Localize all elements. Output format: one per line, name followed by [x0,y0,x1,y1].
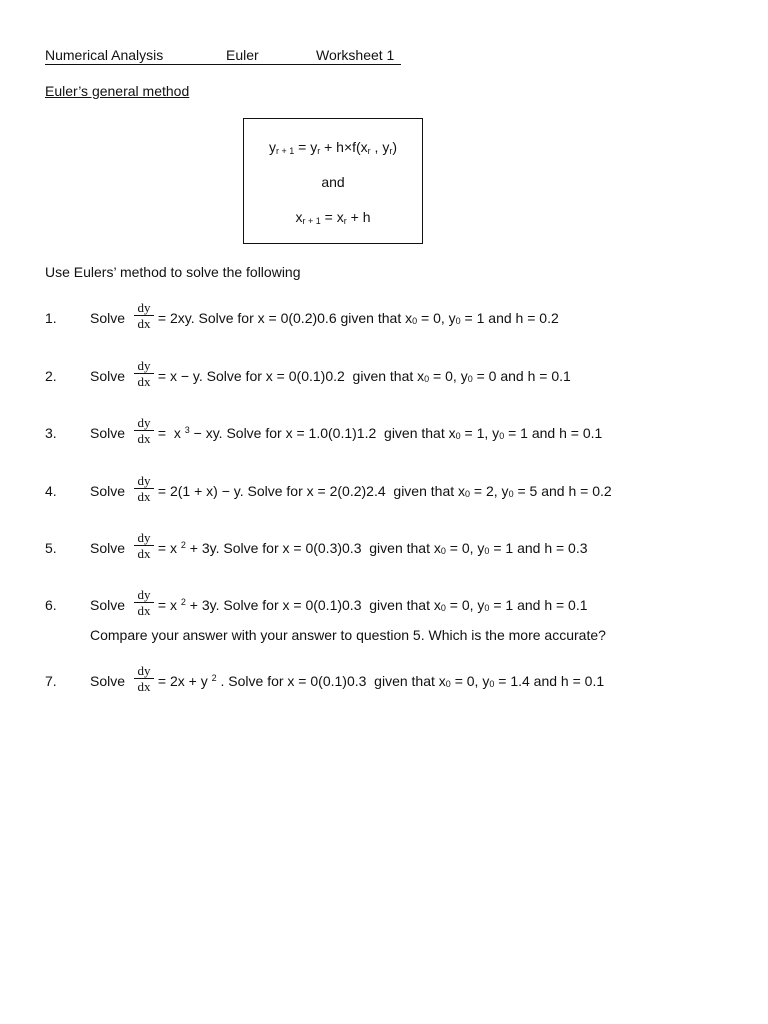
question-number: 2. [45,368,57,384]
question-number: 3. [45,425,57,441]
section-subtitle: Euler’s general method [45,83,190,99]
question-1 [45,301,745,335]
derivative-fraction: $\frac{dy}{dx}$ [134,531,154,562]
formula-box [243,118,423,244]
question-number: 6. [45,597,57,613]
question-2 [45,359,745,393]
instruction-text: Use Eulers’ method to solve the following [45,264,301,280]
question-text: = x $^3$ − xy. Solve for x = 1.0(0.1)1.2 given that x0 = 1, y0 = 1 and h = 0.1 [154,425,603,441]
derivative-fraction: $\frac{dy}{dx}$ [134,474,154,505]
formula-y-update: yr + 1 = yr + h×f(xr , yr) [268,139,398,156]
solve-label: Solve [90,425,126,441]
formula-x-update: xr + 1 = xr + h [295,209,371,226]
derivative-fraction: $\frac{dy}{dx}$ [134,416,154,447]
question-number: 4. [45,483,57,499]
question-7 [45,664,745,698]
question-text: = 2(1 + x) − y. Solve for x = 2(0.2)2.4 given that x0 = 2, y0 = 5 and h = 0.2 [154,483,612,499]
solve-label: Solve [90,540,126,556]
derivative-fraction: $\frac{dy}{dx}$ [134,359,154,390]
question-6 [45,588,745,622]
question-3 [45,416,745,450]
solve-label: Solve [90,673,126,689]
question-text: = 2x + y $^2$ . Solve for x = 0(0.1)0.3 given that x0 = 0, y0 = 1.4 and h = 0.1 [154,673,605,689]
question-number: 5. [45,540,57,556]
question-text: = x − y. Solve for x = 0(0.1)0.2 given that x0 = 0, y0 = 0 and h = 0.1 [154,368,571,384]
formula-and: and [321,174,345,190]
topic-title: Euler [226,47,259,63]
worksheet-header [45,46,401,65]
derivative-fraction: $\frac{dy}{dx}$ [134,664,154,695]
subject-title: Numerical Analysis [45,47,164,63]
worksheet-title: Worksheet 1 [316,47,395,63]
question-number: 1. [45,310,57,326]
solve-label: Solve [90,597,126,613]
question-number: 7. [45,673,57,689]
question-4 [45,474,745,508]
derivative-fraction: $\frac{dy}{dx}$ [134,588,154,619]
question-text: = x $^2$ + 3y. Solve for x = 0(0.3)0.3 given that x0 = 0, y0 = 1 and h = 0.3 [154,540,588,556]
derivative-fraction: $\frac{dy}{dx}$ [134,301,154,332]
solve-label: Solve [90,483,126,499]
question-5 [45,531,745,565]
question-text: = 2xy. Solve for x = 0(0.2)0.6 given that x0 = 0, y0 = 1 and h = 0.2 [154,310,559,326]
solve-label: Solve [90,368,126,384]
solve-label: Solve [90,310,126,326]
question-text: = x $^2$ + 3y. Solve for x = 0(0.1)0.3 given that x0 = 0, y0 = 1 and h = 0.1 [154,597,588,613]
compare-note: Compare your answer with your answer to question 5. Which is the more accurate? [90,627,606,643]
